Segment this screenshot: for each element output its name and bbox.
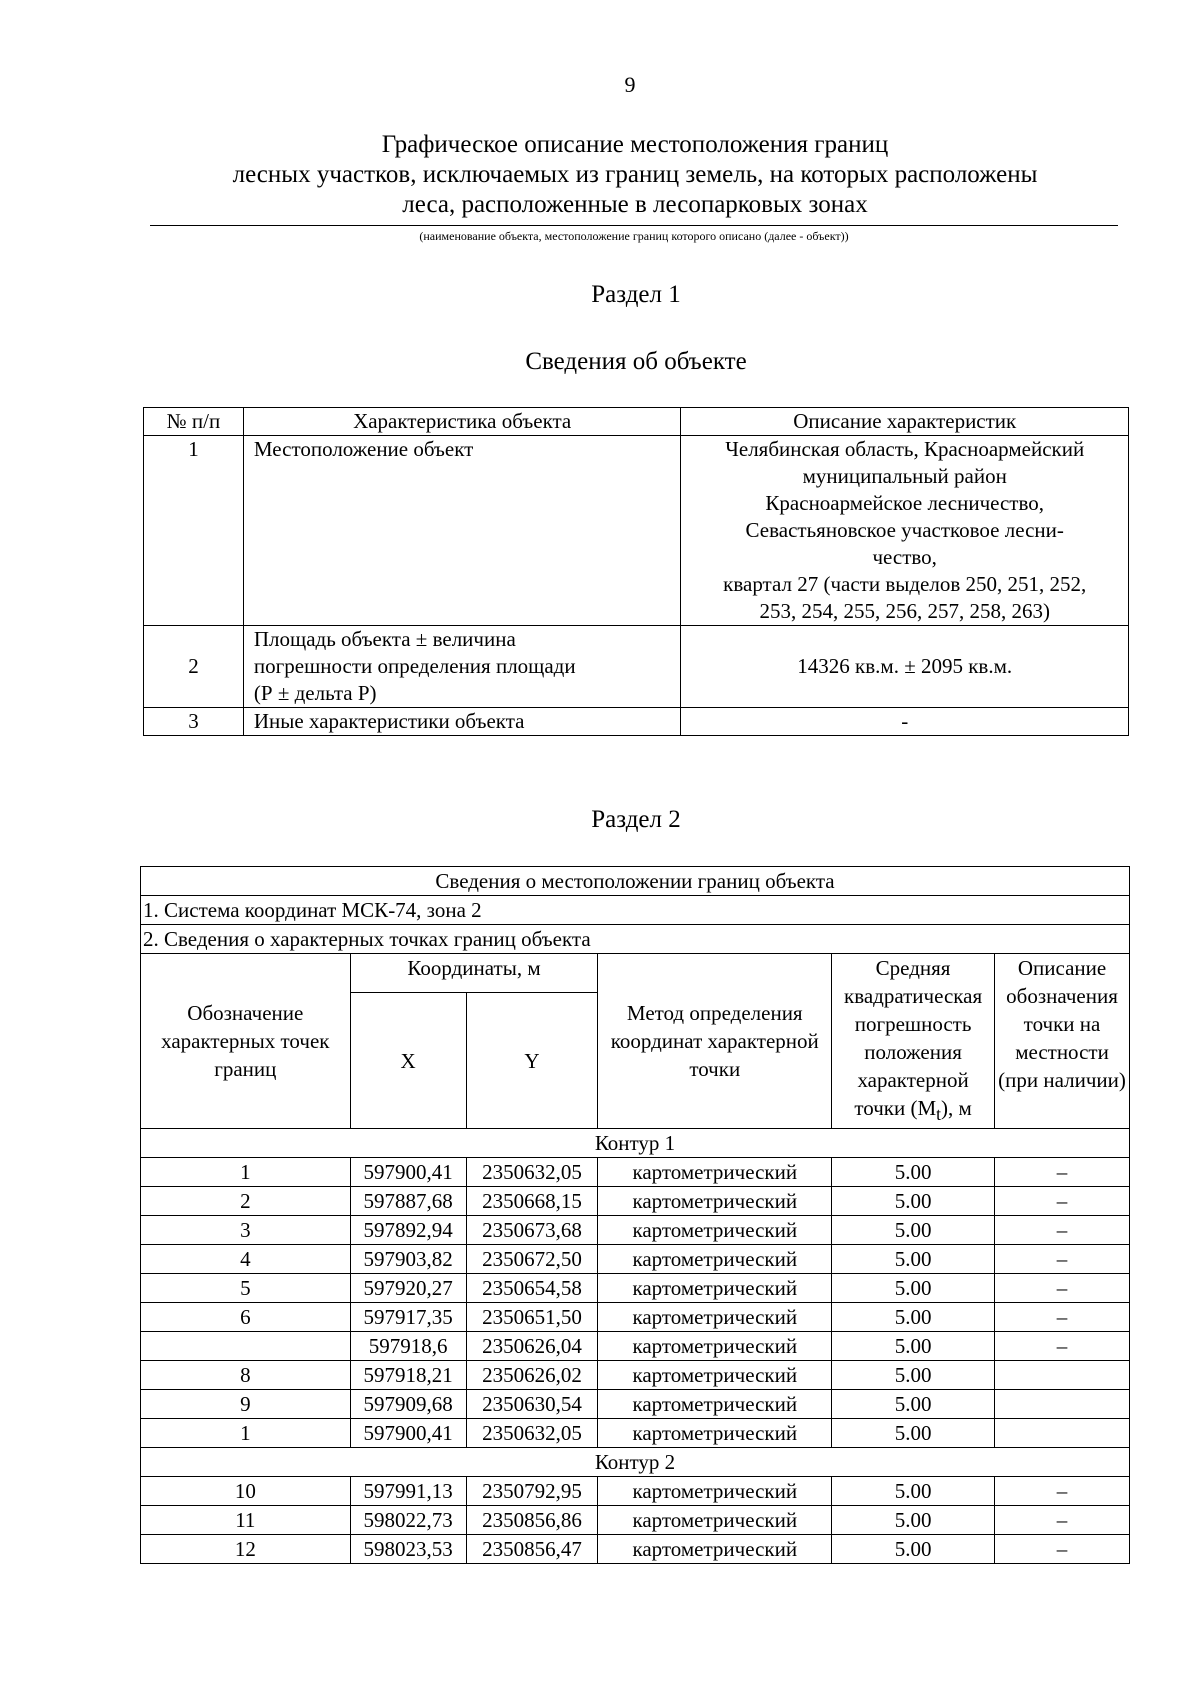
document-title: [150, 130, 1120, 220]
point-method: картометрический: [598, 1332, 832, 1361]
point-method: картометрический: [598, 1477, 832, 1506]
page-number: 9: [624, 72, 636, 97]
point-error: 5.00: [832, 1390, 995, 1419]
header-method: Метод определения координат характерной точки: [598, 954, 832, 1129]
header-x: X: [350, 993, 466, 1129]
object-info-table: [143, 407, 1129, 736]
point-y: 2350630,54: [466, 1390, 598, 1419]
point-y: 2350632,05: [466, 1419, 598, 1448]
section1-subheading: Сведения об объекте: [525, 348, 747, 375]
point-y: 2350626,04: [466, 1332, 598, 1361]
point-y: 2350626,02: [466, 1361, 598, 1390]
row-description: -: [681, 708, 1129, 736]
point-x: 597991,13: [350, 1477, 466, 1506]
row-num: 1: [144, 436, 244, 626]
point-id: 3: [141, 1216, 351, 1245]
table-row: [144, 708, 1129, 736]
table-header-row: [141, 954, 1130, 993]
point-error: 5.00: [832, 1361, 995, 1390]
table-row: [141, 1303, 1130, 1332]
point-id: 12: [141, 1535, 351, 1564]
table-row: [141, 1216, 1130, 1245]
header-error-suffix: ), м: [941, 1096, 972, 1120]
table-row: [141, 1332, 1130, 1361]
boundary-points-table: [140, 866, 1130, 1564]
point-method: картометрический: [598, 1419, 832, 1448]
contour-row: [141, 1129, 1130, 1158]
point-x: 597917,35: [350, 1303, 466, 1332]
title-line: леса, расположенные в лесопарковых зонах: [402, 191, 868, 218]
point-y: 2350856,47: [466, 1535, 598, 1564]
table-header-row: [144, 408, 1129, 436]
point-y: 2350668,15: [466, 1187, 598, 1216]
point-method: картометрический: [598, 1361, 832, 1390]
points-body: [141, 1129, 1130, 1564]
header-designation: Обозначение характерных точек границ: [141, 954, 351, 1129]
point-x: 597918,6: [350, 1332, 466, 1361]
table-row: [144, 436, 1129, 626]
point-description: –: [995, 1332, 1130, 1361]
header-description: Описание характеристик: [681, 408, 1129, 436]
header-point-description: Описание обозначения точки на местности (при наличии): [995, 954, 1130, 1129]
point-id: 1: [141, 1158, 351, 1187]
point-x: 597887,68: [350, 1187, 466, 1216]
point-error: 5.00: [832, 1477, 995, 1506]
point-id: 10: [141, 1477, 351, 1506]
row-num: 3: [144, 708, 244, 736]
table-row: [141, 1187, 1130, 1216]
point-description: –: [995, 1506, 1130, 1535]
point-method: картометрический: [598, 1303, 832, 1332]
point-error: 5.00: [832, 1274, 995, 1303]
point-y: 2350654,58: [466, 1274, 598, 1303]
point-description: –: [995, 1274, 1130, 1303]
point-method: картометрический: [598, 1274, 832, 1303]
coord-system: 1. Система координат МСК-74, зона 2: [141, 896, 1130, 925]
point-id: 9: [141, 1390, 351, 1419]
title-underline: [150, 225, 1118, 226]
header-error-sub: t: [936, 1104, 941, 1125]
point-description: –: [995, 1303, 1130, 1332]
point-id: 2: [141, 1187, 351, 1216]
point-error: 5.00: [832, 1158, 995, 1187]
description-line: квартал 27 (части выделов 250, 251, 252,: [723, 572, 1087, 596]
table-row: [141, 1274, 1130, 1303]
point-y: 2350856,86: [466, 1506, 598, 1535]
point-description: –: [995, 1187, 1130, 1216]
point-y: 2350672,50: [466, 1245, 598, 1274]
title-caption: (наименование объекта, местоположение границ которого описано (далее - объект)): [419, 229, 849, 243]
point-x: 597900,41: [350, 1419, 466, 1448]
header-coordinates: Координаты, м: [350, 954, 598, 993]
header-y: Y: [466, 993, 598, 1129]
table-row: [141, 1158, 1130, 1187]
point-error: 5.00: [832, 1332, 995, 1361]
row-description: 14326 кв.м. ± 2095 кв.м.: [681, 626, 1129, 708]
description-line: Челябинская область, Красноармейский: [725, 437, 1085, 461]
table-row: [141, 1419, 1130, 1448]
point-error: 5.00: [832, 1303, 995, 1332]
title-line: Графическое описание местоположения границ: [381, 131, 889, 158]
point-description: –: [995, 1535, 1130, 1564]
point-description: –: [995, 1158, 1130, 1187]
point-method: картометрический: [598, 1390, 832, 1419]
table-row: [141, 1477, 1130, 1506]
point-error: 5.00: [832, 1245, 995, 1274]
point-method: картометрический: [598, 1158, 832, 1187]
point-id: 11: [141, 1506, 351, 1535]
point-description: [995, 1419, 1130, 1448]
row-characteristic: [243, 626, 681, 708]
characteristic-line: (Р ± дельта Р): [253, 681, 377, 705]
table-row: [144, 626, 1129, 708]
characteristic-line: погрешности определения площади: [253, 654, 576, 678]
point-id: 1: [141, 1419, 351, 1448]
point-x: 598023,53: [350, 1535, 466, 1564]
point-id: 6: [141, 1303, 351, 1332]
table-row: [141, 1535, 1130, 1564]
table-title-row: [141, 867, 1130, 896]
point-id: 8: [141, 1361, 351, 1390]
table-row: [141, 1361, 1130, 1390]
point-error: 5.00: [832, 1535, 995, 1564]
table-row: [141, 1390, 1130, 1419]
description-line: Севастьяновское участковое лесни-: [745, 518, 1064, 542]
title-line: лесных участков, исключаемых из границ земель, на которых расположены: [232, 161, 1038, 188]
point-method: картометрический: [598, 1216, 832, 1245]
point-method: картометрический: [598, 1187, 832, 1216]
point-error: 5.00: [832, 1216, 995, 1245]
header-error: [832, 954, 995, 1129]
contour-label: Контур 1: [141, 1129, 1130, 1158]
point-description: –: [995, 1216, 1130, 1245]
points-title-row: [141, 925, 1130, 954]
points-title: 2. Сведения о характерных точках границ объекта: [141, 925, 1130, 954]
point-description: –: [995, 1245, 1130, 1274]
description-line: муниципальный район: [802, 464, 1007, 488]
point-x: 597900,41: [350, 1158, 466, 1187]
row-num: 2: [144, 626, 244, 708]
point-description: [995, 1361, 1130, 1390]
point-x: 597918,21: [350, 1361, 466, 1390]
section2-heading: Раздел 2: [591, 806, 681, 833]
point-y: 2350632,05: [466, 1158, 598, 1187]
point-x: 597892,94: [350, 1216, 466, 1245]
section1-heading: Раздел 1: [591, 281, 681, 308]
point-id: 5: [141, 1274, 351, 1303]
point-x: 597903,82: [350, 1245, 466, 1274]
table-row: [141, 1245, 1130, 1274]
point-id: [141, 1332, 351, 1361]
coord-system-row: [141, 896, 1130, 925]
contour-row: [141, 1448, 1130, 1477]
point-method: картометрический: [598, 1535, 832, 1564]
point-x: 598022,73: [350, 1506, 466, 1535]
point-description: [995, 1390, 1130, 1419]
point-x: 597920,27: [350, 1274, 466, 1303]
contour-label: Контур 2: [141, 1448, 1130, 1477]
table-row: [141, 1506, 1130, 1535]
point-method: картометрический: [598, 1506, 832, 1535]
header-characteristic: Характеристика объекта: [243, 408, 681, 436]
row-characteristic: Местоположение объект: [243, 436, 681, 626]
description-line: Красноармейское лесничество,: [765, 491, 1044, 515]
characteristic-line: Площадь объекта ± величина: [253, 627, 516, 651]
header-num: № п/п: [144, 408, 244, 436]
point-error: 5.00: [832, 1419, 995, 1448]
description-line: чество,: [872, 545, 937, 569]
point-y: 2350792,95: [466, 1477, 598, 1506]
row-characteristic: Иные характеристики объекта: [243, 708, 681, 736]
point-error: 5.00: [832, 1506, 995, 1535]
point-method: картометрический: [598, 1245, 832, 1274]
point-description: –: [995, 1477, 1130, 1506]
point-x: 597909,68: [350, 1390, 466, 1419]
table-title: Сведения о местоположении границ объекта: [141, 867, 1130, 896]
header-error-prefix: Средняя квадратическая погрешность положения характерной точки (M: [844, 956, 983, 1120]
point-error: 5.00: [832, 1187, 995, 1216]
description-line: 253, 254, 255, 256, 257, 258, 263): [759, 599, 1050, 623]
point-y: 2350651,50: [466, 1303, 598, 1332]
point-y: 2350673,68: [466, 1216, 598, 1245]
point-id: 4: [141, 1245, 351, 1274]
row-description: [681, 436, 1129, 626]
